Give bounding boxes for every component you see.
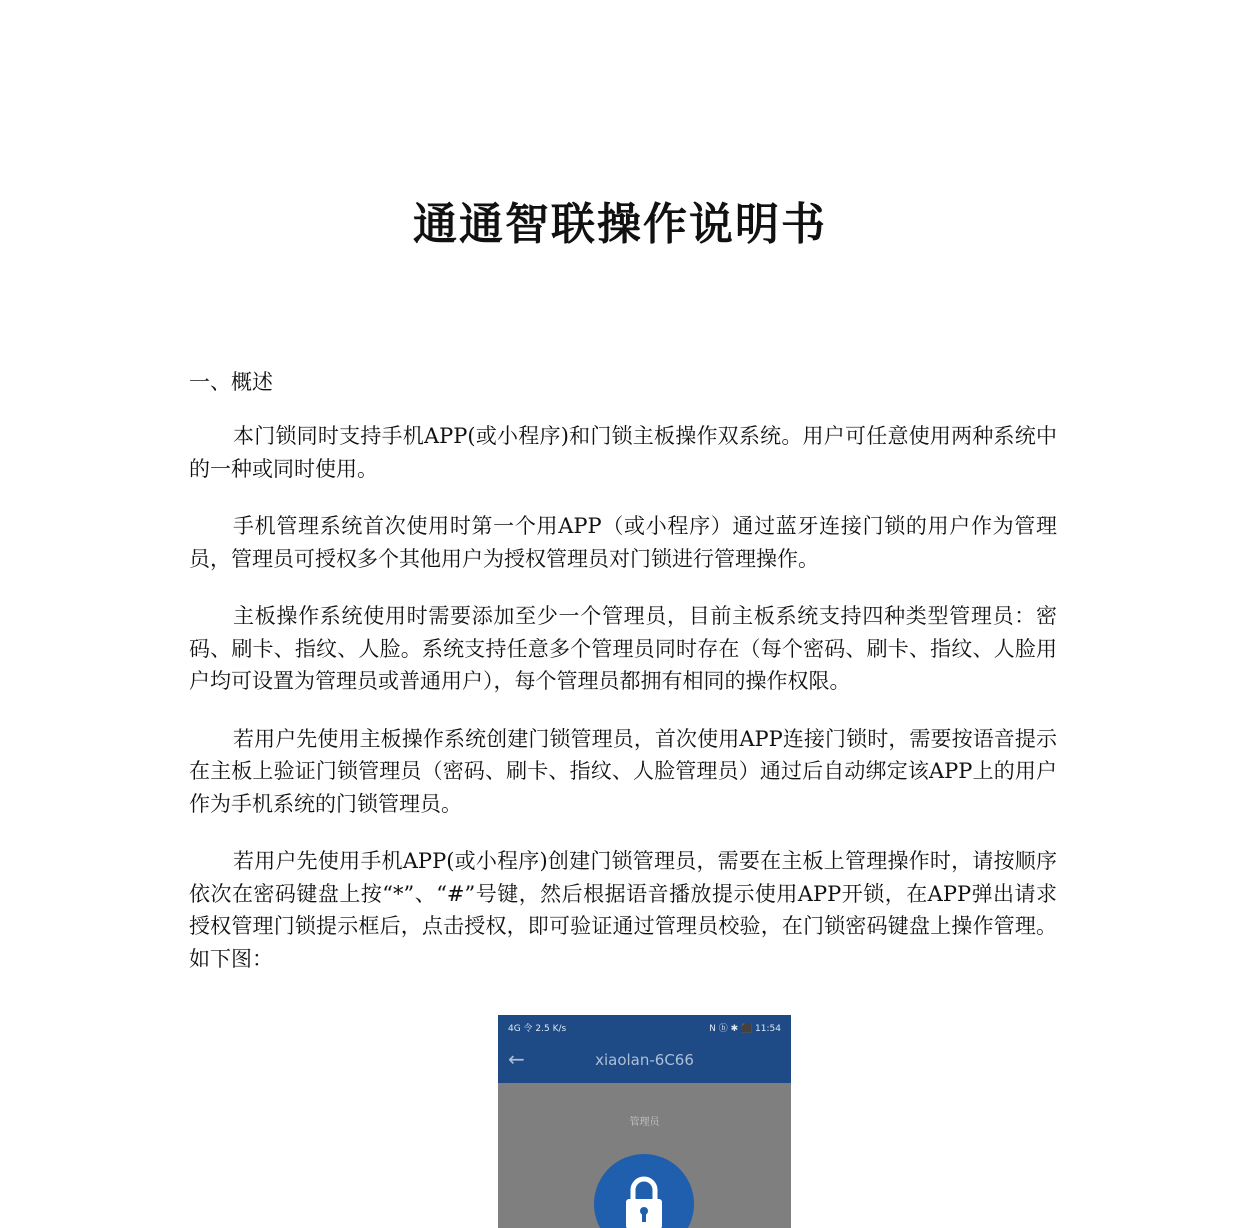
paragraph-app-first: 若用户先使用手机APP(或小程序)创建门锁管理员，需要在主板上管理操作时，请按顺序依次在密码键盘上按“*”、“#”号键，然后根据语音播放提示使用APP开锁，在APP弹出请求授权管理门锁提示框后，点击授权，即可验证通过管理员校验，在门锁密码键盘上操作管理。如下图： xyxy=(189,849,1057,971)
document-body xyxy=(189,420,1057,1000)
paragraph-board-first: 若用户先使用主板操作系统创建门锁管理员，首次使用APP连接门锁时，需要按语音提示在主板上验证门锁管理员（密码、刷卡、指纹、人脸管理员）通过后自动绑定该APP上的用户作为手机系统的门锁管理员。 xyxy=(189,726,1057,816)
section-heading: 一、概述 xyxy=(189,370,273,394)
status-bar-left: 4G 令 2.5 K/s xyxy=(508,1024,567,1034)
phone-status-bar xyxy=(498,1015,791,1039)
document-title: 通通智联操作说明书 xyxy=(413,199,827,250)
admin-label: 管理员 xyxy=(629,1117,660,1128)
paragraph-phone-admin: 手机管理系统首次使用时第一个用APP（或小程序）通过蓝牙连接门锁的用户作为管理员，管理员可授权多个其他用户为授权管理员对门锁进行管理操作。 xyxy=(189,514,1057,571)
lock-icon xyxy=(622,1173,666,1228)
back-arrow-icon: ← xyxy=(508,1047,525,1071)
paragraph-overview: 本门锁同时支持手机APP(或小程序)和门锁主板操作双系统。用户可任意使用两种系统中的一种或同时使用。 xyxy=(189,424,1057,481)
app-header xyxy=(498,1039,791,1083)
status-bar-right: N ⓑ ✱ ⬛ 11:54 xyxy=(709,1024,781,1034)
paragraph-board-admin: 主板操作系统使用时需要添加至少一个管理员，目前主板系统支持四种类型管理员：密码、刷卡、指纹、人脸。系统支持任意多个管理员同时存在（每个密码、刷卡、指纹、人脸用户均可设置为管理员或普通用户），每个管理员都拥有相同的操作权限。 xyxy=(189,604,1057,693)
app-screenshot-figure xyxy=(498,1015,791,1228)
device-name: xiaolan-6C66 xyxy=(595,1051,694,1069)
